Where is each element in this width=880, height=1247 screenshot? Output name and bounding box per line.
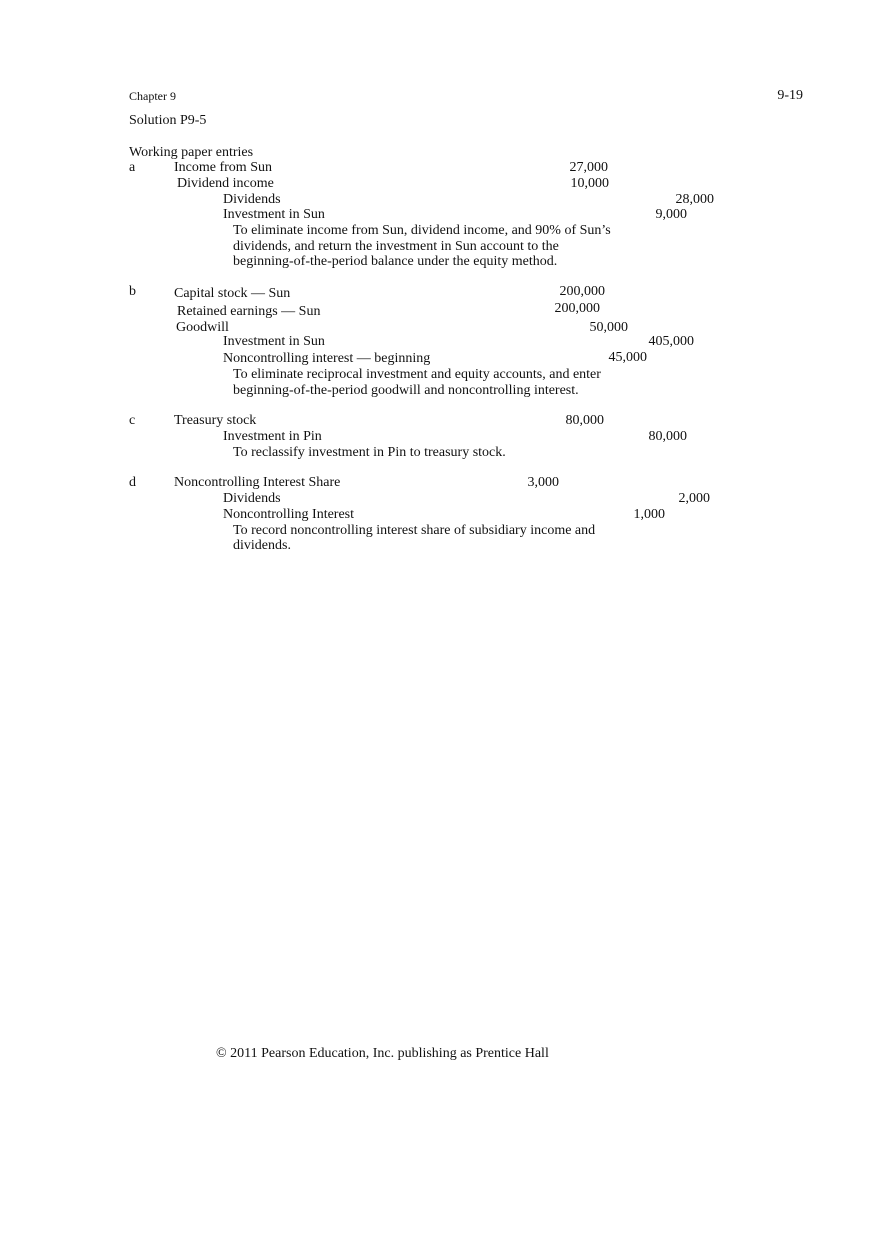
credit-amount: 45,000 — [608, 350, 647, 365]
section-subtitle: Working paper entries — [129, 145, 254, 160]
debit-amount: 80,000 — [565, 413, 604, 428]
credit-amount: 1,000 — [633, 507, 665, 522]
credit-amount: 405,000 — [648, 334, 694, 349]
account-name: Investment in Sun — [223, 334, 325, 349]
account-name: Retained earnings — Sun — [177, 304, 321, 319]
credit-amount: 2,000 — [678, 491, 710, 506]
account-name: Noncontrolling Interest Share — [174, 475, 341, 490]
entry-description: beginning-of-the-period goodwill and noncontrolling interest. — [233, 383, 579, 398]
entry-description: beginning-of-the-period balance under the equity method. — [233, 254, 558, 269]
entry-description: dividends, and return the investment in Sun account to the — [233, 239, 559, 254]
account-name: Noncontrolling interest — beginning — [223, 351, 431, 366]
chapter-label: Chapter 9 — [129, 89, 176, 103]
entry-description: To record noncontrolling interest share of subsidiary income and — [233, 523, 596, 538]
entry-letter: b — [129, 284, 136, 299]
account-name: Dividends — [223, 491, 281, 506]
account-name: Investment in Sun — [223, 207, 325, 222]
debit-amount: 200,000 — [554, 301, 600, 316]
solution-title: Solution P9-5 — [129, 113, 207, 128]
copyright-footer: © 2011 Pearson Education, Inc. publishing as Prentice Hall — [216, 1046, 549, 1061]
entry-description: To eliminate income from Sun, dividend income, and 90% of Sun’s — [233, 223, 611, 238]
debit-amount: 50,000 — [589, 320, 628, 335]
debit-amount: 10,000 — [570, 176, 609, 191]
account-name: Dividends — [223, 192, 281, 207]
debit-amount: 27,000 — [569, 160, 608, 175]
entry-description: To eliminate reciprocal investment and equity accounts, and enter — [233, 367, 601, 382]
credit-amount: 80,000 — [648, 429, 687, 444]
account-name: Noncontrolling Interest — [223, 507, 355, 522]
entry-letter: a — [129, 160, 136, 175]
account-name: Goodwill — [176, 320, 229, 335]
page-number: 9-19 — [777, 88, 803, 103]
credit-amount: 28,000 — [675, 192, 714, 207]
entry-letter: d — [129, 475, 136, 490]
entry-description: To reclassify investment in Pin to treasury stock. — [233, 445, 506, 460]
entry-letter: c — [129, 413, 136, 428]
account-name: Capital stock — Sun — [174, 286, 291, 301]
account-name: Dividend income — [177, 176, 274, 191]
debit-amount: 200,000 — [559, 284, 605, 299]
account-name: Investment in Pin — [223, 429, 322, 444]
account-name: Income from Sun — [174, 160, 272, 175]
account-name: Treasury stock — [174, 413, 257, 428]
entry-description: dividends. — [233, 538, 291, 553]
credit-amount: 9,000 — [655, 207, 687, 222]
debit-amount: 3,000 — [527, 475, 559, 490]
